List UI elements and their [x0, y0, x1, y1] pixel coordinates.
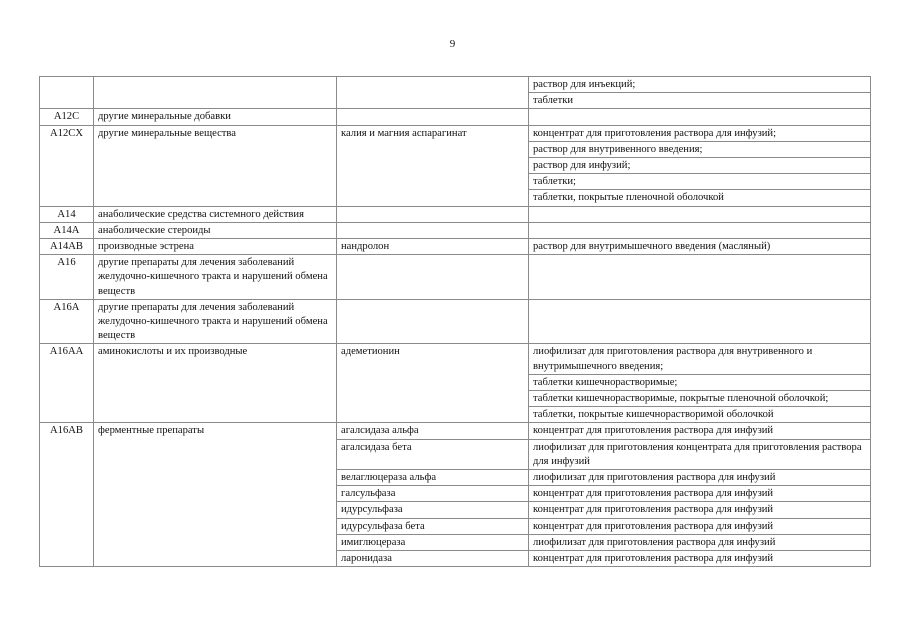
- table-row: [40, 206, 871, 222]
- table-row: [40, 109, 871, 125]
- dosage-form: [529, 222, 871, 238]
- pharmacological-group: анаболические средства системного действия: [94, 206, 337, 222]
- drug-name: ларонидаза: [337, 551, 529, 567]
- dosage-form: раствор для внутримышечного введения (масляный): [529, 239, 871, 255]
- dosage-form: [529, 206, 871, 222]
- dosage-form: концентрат для приготовления раствора для инфузий;: [529, 125, 871, 141]
- pharmacological-group: [94, 77, 337, 109]
- drug-name: [337, 222, 529, 238]
- pharmacological-group: анаболические стероиды: [94, 222, 337, 238]
- table-row: [40, 77, 871, 93]
- drug-name: [337, 109, 529, 125]
- dosage-form: концентрат для приготовления раствора для инфузий: [529, 486, 871, 502]
- pharmacological-group: ферментные препараты: [94, 423, 337, 567]
- dosage-form: раствор для инъекций;: [529, 77, 871, 93]
- medicines-table: [39, 76, 871, 567]
- dosage-form: таблетки, покрытые пленочной оболочкой: [529, 190, 871, 206]
- drug-name: [337, 77, 529, 109]
- pharmacological-group: производные эстрена: [94, 239, 337, 255]
- atc-code: A16AA: [40, 344, 94, 423]
- atc-code: A14A: [40, 222, 94, 238]
- page-number: 9: [449, 38, 456, 50]
- table-row: [40, 222, 871, 238]
- table-row: [40, 255, 871, 300]
- drug-name: галсульфаза: [337, 486, 529, 502]
- atc-code: A14: [40, 206, 94, 222]
- dosage-form: таблетки кишечнорастворимые, покрытые пленочной оболочкой;: [529, 391, 871, 407]
- pharmacological-group: другие минеральные вещества: [94, 125, 337, 206]
- drug-name: [337, 299, 529, 344]
- atc-code: A16AB: [40, 423, 94, 567]
- table-row: [40, 344, 871, 374]
- dosage-form: таблетки: [529, 93, 871, 109]
- drug-name: агалсидаза альфа: [337, 423, 529, 439]
- pharmacological-group: аминокислоты и их производные: [94, 344, 337, 423]
- dosage-form: лиофилизат для приготовления раствора для инфузий: [529, 534, 871, 550]
- dosage-form: таблетки кишечнорастворимые;: [529, 374, 871, 390]
- atc-code: A14AB: [40, 239, 94, 255]
- dosage-form: лиофилизат для приготовления раствора для инфузий: [529, 470, 871, 486]
- atc-code: A16A: [40, 299, 94, 344]
- dosage-form: концентрат для приготовления раствора для инфузий: [529, 423, 871, 439]
- table-row: [40, 299, 871, 344]
- dosage-form: [529, 299, 871, 344]
- atc-code: A16: [40, 255, 94, 300]
- atc-code: A12CX: [40, 125, 94, 206]
- drug-name: нандролон: [337, 239, 529, 255]
- dosage-form: таблетки, покрытые кишечнорастворимой оболочкой: [529, 407, 871, 423]
- atc-code: [40, 77, 94, 109]
- drug-name: идурсульфаза бета: [337, 518, 529, 534]
- drug-name: агалсидаза бета: [337, 439, 529, 469]
- drug-name: [337, 206, 529, 222]
- dosage-form: [529, 255, 871, 300]
- dosage-form: лиофилизат для приготовления раствора для внутривенного и внутримышечного введения;: [529, 344, 871, 374]
- table-row: [40, 239, 871, 255]
- drug-name: [337, 255, 529, 300]
- drug-name: велаглюцераза альфа: [337, 470, 529, 486]
- table-row: [40, 125, 871, 141]
- pharmacological-group: другие препараты для лечения заболеваний желудочно-кишечного тракта и нарушений обмена веществ: [94, 299, 337, 344]
- drug-name: адеметионин: [337, 344, 529, 423]
- dosage-form: таблетки;: [529, 174, 871, 190]
- dosage-form: концентрат для приготовления раствора для инфузий: [529, 502, 871, 518]
- dosage-form: лиофилизат для приготовления концентрата для приготовления раствора для инфузий: [529, 439, 871, 469]
- dosage-form: концентрат для приготовления раствора для инфузий: [529, 518, 871, 534]
- drug-name: калия и магния аспарагинат: [337, 125, 529, 206]
- dosage-form: раствор для инфузий;: [529, 158, 871, 174]
- drug-name: имиглюцераза: [337, 534, 529, 550]
- dosage-form: [529, 109, 871, 125]
- pharmacological-group: другие препараты для лечения заболеваний желудочно-кишечного тракта и нарушений обмена веществ: [94, 255, 337, 300]
- dosage-form: концентрат для приготовления раствора для инфузий: [529, 551, 871, 567]
- table-row: [40, 423, 871, 439]
- pharmacological-group: другие минеральные добавки: [94, 109, 337, 125]
- drug-name: идурсульфаза: [337, 502, 529, 518]
- atc-code: A12C: [40, 109, 94, 125]
- dosage-form: раствор для внутривенного введения;: [529, 141, 871, 157]
